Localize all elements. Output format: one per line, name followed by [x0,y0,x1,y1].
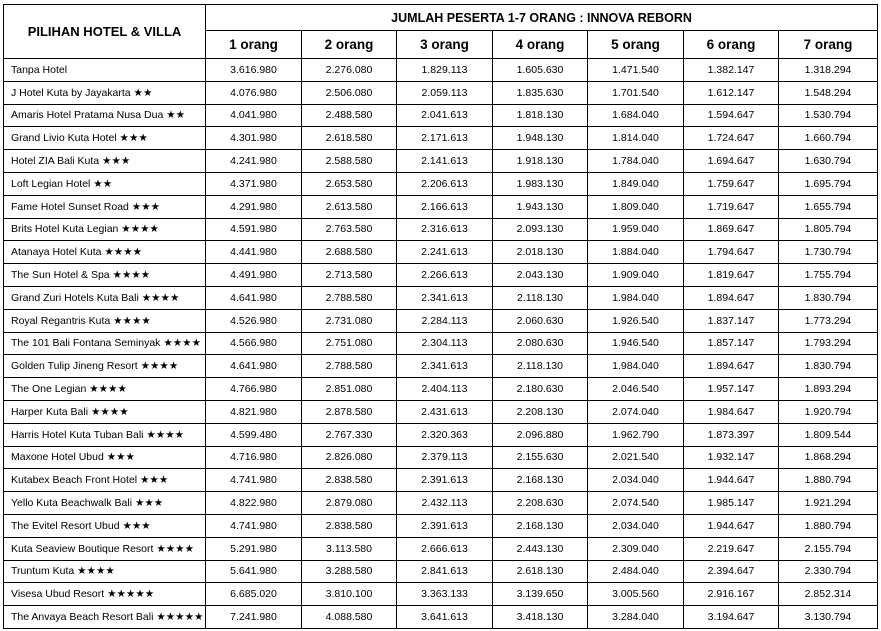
price-cell: 2.171.613 [397,127,493,150]
price-cell: 5.291.980 [206,537,302,560]
price-cell: 1.983.130 [493,172,588,195]
price-cell: 3.130.794 [779,606,878,629]
column-header: 5 orang [588,31,684,59]
hotel-name-cell: J Hotel Kuta by Jayakarta ★★ [4,81,206,104]
price-cell: 2.276.080 [302,59,397,82]
column-header: 3 orang [397,31,493,59]
price-cell: 2.391.613 [397,514,493,537]
price-cell: 1.694.647 [684,150,779,173]
price-cell: 2.034.040 [588,469,684,492]
price-cell: 2.916.167 [684,583,779,606]
price-cell: 1.719.647 [684,195,779,218]
price-cell: 2.316.613 [397,218,493,241]
price-cell: 1.946.540 [588,332,684,355]
price-table [3,4,878,629]
price-cell: 1.985.147 [684,492,779,515]
price-cell: 2.751.080 [302,332,397,355]
price-cell: 1.318.294 [779,59,878,82]
price-cell: 1.959.040 [588,218,684,241]
price-cell: 1.957.147 [684,378,779,401]
price-cell: 1.793.294 [779,332,878,355]
price-cell: 2.838.580 [302,469,397,492]
price-cell: 1.880.794 [779,514,878,537]
price-cell: 1.962.790 [588,423,684,446]
price-cell: 2.320.363 [397,423,493,446]
price-cell: 1.857.147 [684,332,779,355]
hotel-name-cell: The 101 Bali Fontana Seminyak ★★★★ [4,332,206,355]
price-cell: 2.309.040 [588,537,684,560]
price-cell: 1.730.794 [779,241,878,264]
price-cell: 1.835.630 [493,81,588,104]
price-cell: 1.819.647 [684,264,779,287]
price-cell: 2.059.113 [397,81,493,104]
hotel-name-cell: Truntum Kuta ★★★★ [4,560,206,583]
price-cell: 2.208.130 [493,400,588,423]
price-cell: 2.379.113 [397,446,493,469]
price-cell: 1.984.040 [588,355,684,378]
price-cell: 1.984.647 [684,400,779,423]
price-cell: 2.219.647 [684,537,779,560]
hotel-name-cell: Visesa Ubud Resort ★★★★★ [4,583,206,606]
price-cell: 2.043.130 [493,264,588,287]
price-cell: 2.018.130 [493,241,588,264]
price-cell: 2.763.580 [302,218,397,241]
price-cell: 2.096.880 [493,423,588,446]
price-cell: 1.655.794 [779,195,878,218]
table-header [4,5,878,59]
hotel-name-cell: Loft Legian Hotel ★★ [4,172,206,195]
column-header: 7 orang [779,31,878,59]
price-cell: 2.041.613 [397,104,493,127]
price-cell: 3.284.040 [588,606,684,629]
price-cell: 2.118.130 [493,355,588,378]
hotel-name-cell: Brits Hotel Kuta Legian ★★★★ [4,218,206,241]
price-cell: 1.873.397 [684,423,779,446]
price-cell: 2.852.314 [779,583,878,606]
hotel-name-cell: Royal Regantris Kuta ★★★★ [4,309,206,332]
price-cell: 1.809.040 [588,195,684,218]
price-cell: 4.641.980 [206,286,302,309]
price-cell: 1.894.647 [684,286,779,309]
price-cell: 1.918.130 [493,150,588,173]
price-cell: 2.666.613 [397,537,493,560]
table-row [4,560,878,583]
price-cell: 2.588.580 [302,150,397,173]
price-cell: 4.526.980 [206,309,302,332]
table-row [4,218,878,241]
price-cell: 2.731.080 [302,309,397,332]
hotel-name-cell: Amaris Hotel Pratama Nusa Dua ★★ [4,104,206,127]
price-cell: 4.591.980 [206,218,302,241]
hotel-name-cell: Kutabex Beach Front Hotel ★★★ [4,469,206,492]
price-cell: 1.724.647 [684,127,779,150]
price-cell: 4.741.980 [206,514,302,537]
price-cell: 2.394.647 [684,560,779,583]
price-cell: 1.909.040 [588,264,684,287]
price-cell: 1.605.630 [493,59,588,82]
price-cell: 1.893.294 [779,378,878,401]
price-cell: 3.113.580 [302,537,397,560]
table-row [4,59,878,82]
price-cell: 4.766.980 [206,378,302,401]
table-row [4,583,878,606]
hotel-name-cell: The Evitel Resort Ubud ★★★ [4,514,206,537]
table-body [4,59,878,629]
hotel-name-cell: Atanaya Hotel Kuta ★★★★ [4,241,206,264]
price-cell: 4.241.980 [206,150,302,173]
header-row-group [4,5,878,31]
price-cell: 4.821.980 [206,400,302,423]
hotel-name-cell: Maxone Hotel Ubud ★★★ [4,446,206,469]
price-cell: 2.074.540 [588,492,684,515]
price-cell: 1.548.294 [779,81,878,104]
table-row [4,172,878,195]
price-cell: 1.849.040 [588,172,684,195]
price-cell: 1.594.647 [684,104,779,127]
price-cell: 2.284.113 [397,309,493,332]
price-cell: 2.851.080 [302,378,397,401]
column-header: 4 orang [493,31,588,59]
price-cell: 4.301.980 [206,127,302,150]
price-cell: 2.788.580 [302,286,397,309]
price-cell: 2.841.613 [397,560,493,583]
price-cell: 2.093.130 [493,218,588,241]
price-cell: 4.641.980 [206,355,302,378]
price-cell: 7.241.980 [206,606,302,629]
table-row [4,537,878,560]
price-cell: 4.076.980 [206,81,302,104]
price-cell: 1.920.794 [779,400,878,423]
price-cell: 2.206.613 [397,172,493,195]
table-row [4,332,878,355]
column-header: 1 orang [206,31,302,59]
table-row [4,241,878,264]
price-cell: 3.810.100 [302,583,397,606]
price-cell: 1.829.113 [397,59,493,82]
column-header: 2 orang [302,31,397,59]
price-cell: 1.805.794 [779,218,878,241]
price-cell: 4.741.980 [206,469,302,492]
price-cell: 1.684.040 [588,104,684,127]
price-cell: 1.926.540 [588,309,684,332]
price-cell: 1.884.040 [588,241,684,264]
table-row [4,309,878,332]
price-cell: 6.685.020 [206,583,302,606]
price-cell: 2.060.630 [493,309,588,332]
price-cell: 2.208.630 [493,492,588,515]
price-cell: 2.266.613 [397,264,493,287]
price-cell: 4.491.980 [206,264,302,287]
table-row [4,264,878,287]
price-cell: 2.713.580 [302,264,397,287]
price-cell: 1.530.794 [779,104,878,127]
hotel-name-cell: Hotel ZIA Bali Kuta ★★★ [4,150,206,173]
hotel-name-cell: Yello Kuta Beachwalk Bali ★★★ [4,492,206,515]
price-cell: 2.432.113 [397,492,493,515]
price-cell: 3.616.980 [206,59,302,82]
table-row [4,606,878,629]
hotel-name-cell: The Anvaya Beach Resort Bali ★★★★★ [4,606,206,629]
hotel-name-cell: Kuta Seaview Boutique Resort ★★★★ [4,537,206,560]
hotel-name-cell: Fame Hotel Sunset Road ★★★ [4,195,206,218]
price-cell: 1.773.294 [779,309,878,332]
price-cell: 2.155.630 [493,446,588,469]
table-row [4,446,878,469]
price-cell: 1.868.294 [779,446,878,469]
price-cell: 2.879.080 [302,492,397,515]
hotel-name-cell: Grand Livio Kuta Hotel ★★★ [4,127,206,150]
price-cell: 1.794.647 [684,241,779,264]
table-row [4,492,878,515]
table-row [4,423,878,446]
participant-group-header: JUMLAH PESERTA 1-7 ORANG : INNOVA REBORN [206,5,878,31]
price-cell: 1.944.647 [684,514,779,537]
price-cell: 1.894.647 [684,355,779,378]
price-cell: 2.118.130 [493,286,588,309]
table-row [4,400,878,423]
price-cell: 2.155.794 [779,537,878,560]
price-cell: 2.074.040 [588,400,684,423]
price-cell: 1.944.647 [684,469,779,492]
price-cell: 2.141.613 [397,150,493,173]
price-cell: 1.784.040 [588,150,684,173]
price-cell: 1.818.130 [493,104,588,127]
price-cell: 2.404.113 [397,378,493,401]
price-cell: 2.341.613 [397,355,493,378]
price-cell: 2.304.113 [397,332,493,355]
price-cell: 4.291.980 [206,195,302,218]
price-cell: 2.878.580 [302,400,397,423]
price-cell: 1.660.794 [779,127,878,150]
price-cell: 2.688.580 [302,241,397,264]
price-cell: 2.826.080 [302,446,397,469]
price-cell: 4.599.480 [206,423,302,446]
price-cell: 4.822.980 [206,492,302,515]
price-cell: 4.566.980 [206,332,302,355]
price-cell: 1.755.794 [779,264,878,287]
price-cell: 1.471.540 [588,59,684,82]
hotel-column-header: PILIHAN HOTEL & VILLA [4,5,206,59]
hotel-name-cell: Harris Hotel Kuta Tuban Bali ★★★★ [4,423,206,446]
price-cell: 2.046.540 [588,378,684,401]
price-cell: 3.641.613 [397,606,493,629]
price-cell: 3.288.580 [302,560,397,583]
hotel-name-cell: Golden Tulip Jineng Resort ★★★★ [4,355,206,378]
price-cell: 2.838.580 [302,514,397,537]
price-cell: 5.641.980 [206,560,302,583]
price-cell: 1.612.147 [684,81,779,104]
price-cell: 4.441.980 [206,241,302,264]
price-cell: 4.088.580 [302,606,397,629]
price-cell: 4.041.980 [206,104,302,127]
price-cell: 2.330.794 [779,560,878,583]
price-cell: 2.241.613 [397,241,493,264]
price-cell: 1.943.130 [493,195,588,218]
price-cell: 1.837.147 [684,309,779,332]
price-cell: 3.139.650 [493,583,588,606]
price-cell: 1.701.540 [588,81,684,104]
price-cell: 2.166.613 [397,195,493,218]
price-cell: 1.880.794 [779,469,878,492]
price-cell: 3.363.133 [397,583,493,606]
price-cell: 1.932.147 [684,446,779,469]
price-cell: 1.814.040 [588,127,684,150]
price-cell: 2.488.580 [302,104,397,127]
table-row [4,127,878,150]
price-cell: 2.034.040 [588,514,684,537]
table-row [4,286,878,309]
table-row [4,378,878,401]
price-cell: 1.759.647 [684,172,779,195]
price-cell: 2.506.080 [302,81,397,104]
price-cell: 2.391.613 [397,469,493,492]
hotel-name-cell: The One Legian ★★★★ [4,378,206,401]
price-cell: 2.618.580 [302,127,397,150]
price-cell: 2.341.613 [397,286,493,309]
price-cell: 2.443.130 [493,537,588,560]
price-cell: 2.168.130 [493,469,588,492]
price-cell: 2.613.580 [302,195,397,218]
price-cell: 1.830.794 [779,286,878,309]
hotel-name-cell: Tanpa Hotel [4,59,206,82]
table-row [4,514,878,537]
hotel-name-cell: Grand Zuri Hotels Kuta Bali ★★★★ [4,286,206,309]
table-row [4,81,878,104]
price-cell: 2.168.130 [493,514,588,537]
price-cell: 3.418.130 [493,606,588,629]
hotel-name-cell: Harper Kuta Bali ★★★★ [4,400,206,423]
price-cell: 1.809.544 [779,423,878,446]
price-cell: 2.431.613 [397,400,493,423]
price-cell: 2.618.130 [493,560,588,583]
price-cell: 1.869.647 [684,218,779,241]
table-row [4,195,878,218]
table-row [4,104,878,127]
table-row [4,150,878,173]
table-row [4,355,878,378]
price-cell: 3.005.560 [588,583,684,606]
price-cell: 2.767.330 [302,423,397,446]
price-cell: 1.921.294 [779,492,878,515]
price-cell: 2.021.540 [588,446,684,469]
price-cell: 3.194.647 [684,606,779,629]
price-cell: 2.788.580 [302,355,397,378]
price-cell: 2.484.040 [588,560,684,583]
price-cell: 2.653.580 [302,172,397,195]
hotel-name-cell: The Sun Hotel & Spa ★★★★ [4,264,206,287]
price-cell: 1.382.147 [684,59,779,82]
table-row [4,469,878,492]
price-cell: 1.984.040 [588,286,684,309]
price-cell: 2.180.630 [493,378,588,401]
price-cell: 1.948.130 [493,127,588,150]
price-cell: 4.371.980 [206,172,302,195]
column-header: 6 orang [684,31,779,59]
price-cell: 1.695.794 [779,172,878,195]
price-cell: 1.630.794 [779,150,878,173]
price-cell: 1.830.794 [779,355,878,378]
price-cell: 4.716.980 [206,446,302,469]
price-cell: 2.080.630 [493,332,588,355]
